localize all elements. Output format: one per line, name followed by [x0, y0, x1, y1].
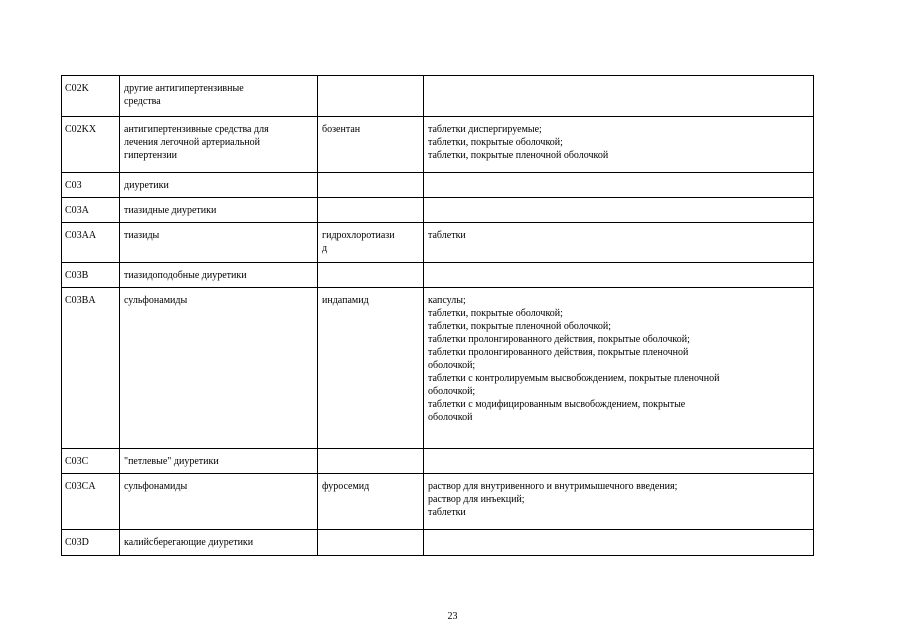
- pharmacological-group-cell: тиазидоподобные диуретики: [120, 263, 318, 288]
- pharmacological-group-cell: тиазиды: [120, 223, 318, 263]
- dosage-forms-cell: таблетки: [424, 223, 814, 263]
- dosage-forms-cell: [424, 173, 814, 198]
- atc-code-cell: C02K: [62, 76, 120, 117]
- drug-name-cell: [318, 530, 424, 556]
- dosage-forms-cell: таблетки диспергируемые; таблетки, покрытые оболочкой; таблетки, покрытые пленочной оболочкой: [424, 117, 814, 173]
- pharmacological-group-cell: тиазидные диуретики: [120, 198, 318, 223]
- atc-code-cell: C03: [62, 173, 120, 198]
- table-row: [62, 76, 814, 117]
- atc-code-cell: C03C: [62, 449, 120, 474]
- drug-name-cell: индапамид: [318, 288, 424, 449]
- drug-name-cell: [318, 173, 424, 198]
- dosage-forms-cell: [424, 198, 814, 223]
- drug-name-cell: [318, 263, 424, 288]
- drug-name-cell: [318, 76, 424, 117]
- drug-name-cell: [318, 449, 424, 474]
- dosage-forms-cell: капсулы; таблетки, покрытые оболочкой; таблетки, покрытые пленочной оболочкой; таблетки пролонгированного действия, покрытые оболочкой; таблетки пролонгированного действия, покрытые пленочной оболочкой; таблетки с контролируемым высвобождением, покрытые пленочной оболочкой; таблетки с модифицированным высвобождением, покрытые оболочкой: [424, 288, 814, 449]
- dosage-forms-cell: [424, 449, 814, 474]
- pharmacological-group-cell: сульфонамиды: [120, 474, 318, 530]
- dosage-forms-cell: [424, 263, 814, 288]
- pharmacological-group-cell: другие антигипертензивные средства: [120, 76, 318, 117]
- table-row: [62, 223, 814, 263]
- table-row: [62, 530, 814, 556]
- drug-name-cell: гидрохлоротиази д: [318, 223, 424, 263]
- dosage-forms-cell: [424, 76, 814, 117]
- drug-name-cell: фуросемид: [318, 474, 424, 530]
- table-row: [62, 288, 814, 449]
- table-row: [62, 198, 814, 223]
- pharmacological-group-cell: диуретики: [120, 173, 318, 198]
- atc-code-cell: C03AA: [62, 223, 120, 263]
- dosage-forms-cell: [424, 530, 814, 556]
- atc-code-cell: C03CA: [62, 474, 120, 530]
- pharmacological-group-cell: "петлевые" диуретики: [120, 449, 318, 474]
- atc-code-cell: C02KX: [62, 117, 120, 173]
- atc-code-cell: C03B: [62, 263, 120, 288]
- dosage-forms-cell: раствор для внутривенного и внутримышечного введения; раствор для инъекций; таблетки: [424, 474, 814, 530]
- page-number: 23: [447, 611, 458, 622]
- drug-classification-table: [61, 75, 814, 556]
- atc-code-cell: C03A: [62, 198, 120, 223]
- atc-code-cell: C03D: [62, 530, 120, 556]
- atc-code-cell: C03BA: [62, 288, 120, 449]
- table-row: [62, 263, 814, 288]
- table-row: [62, 117, 814, 173]
- table-row: [62, 173, 814, 198]
- pharmacological-group-cell: калийсберегающие диуретики: [120, 530, 318, 556]
- drug-name-cell: бозентан: [318, 117, 424, 173]
- drug-name-cell: [318, 198, 424, 223]
- table-row: [62, 449, 814, 474]
- table-row: [62, 474, 814, 530]
- pharmacological-group-cell: сульфонамиды: [120, 288, 318, 449]
- pharmacological-group-cell: антигипертензивные средства для лечения легочной артериальной гипертензии: [120, 117, 318, 173]
